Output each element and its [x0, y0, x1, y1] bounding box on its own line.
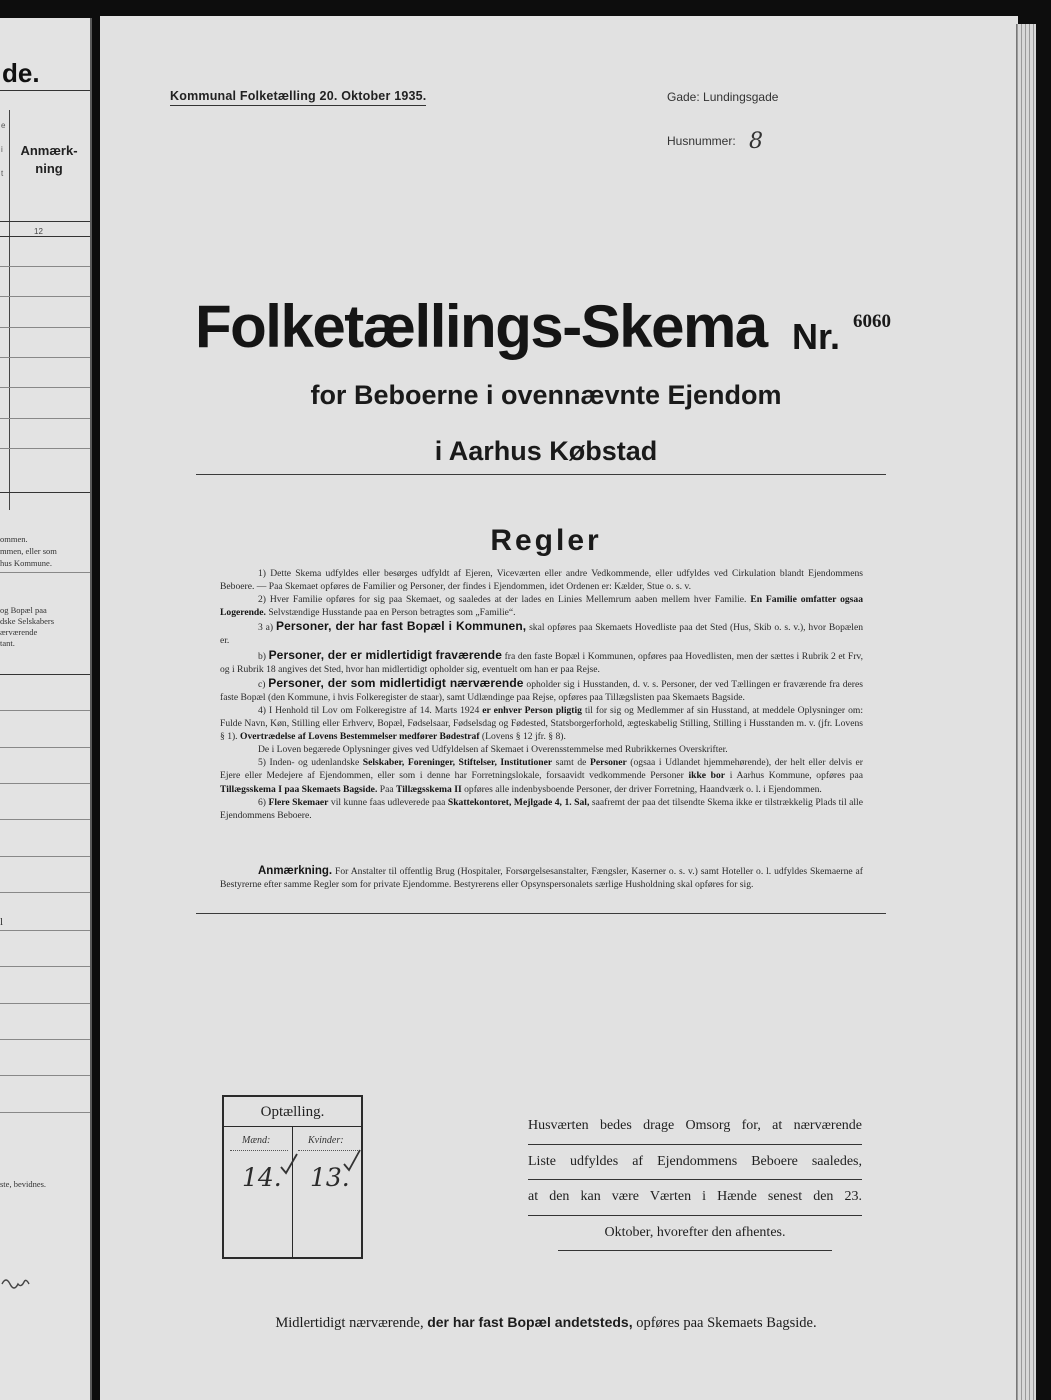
instruction-line: at den kan være Værten i Hænde senest den 23. [528, 1180, 862, 1216]
row-rule [0, 966, 92, 967]
rule-3a-text: skal opføres paa Skemaets Hovedliste paa det Sted (Hus, Skib o. s. v.), hvor Bopælen er. [220, 622, 863, 647]
street-row [667, 90, 778, 104]
street-value: Lundingsgade [703, 90, 779, 104]
footer-text: opføres paa Skemaets Bagside. [636, 1315, 817, 1331]
previous-page-note: ommen. [0, 534, 28, 544]
book-page-edges [1016, 24, 1036, 1400]
rules-heading: Regler [490, 524, 602, 557]
form-subtitle: for Beboerne i ovennævnte Ejendom [310, 380, 782, 410]
rule-5-text: (ogsaa i Udlandet hjemmehørende), der helt eller delvis er Ejere eller Medejere af Ejendommen, eller som i denne har Forretningslokale, forsaavidt vedkommende Personer [220, 757, 864, 782]
previous-page-note: dske Selskabers [0, 616, 55, 626]
rule-1-text: 1) Dette Skema udfyldes eller besørges udfyldt af Ejeren, Viceværten eller andre Vedkommende, eller udfyldes ved Cirkulation blandt Ejendommens Beboere. — Paa Skemaet opføres de Familier og Personer, der findes i Ejendommen, idet Ordenen er: Kælder, Stue o. s. v. [220, 568, 863, 593]
remark-heading: Anmærkning. [258, 865, 333, 877]
divider [0, 221, 92, 222]
rule-number: c) [258, 678, 266, 690]
census-header: Kommunal Folketælling 20. Oktober 1935. [170, 89, 426, 106]
column-header-anmaerkning: Anmærk- ning [20, 143, 78, 176]
rules-text [220, 567, 863, 822]
row-rule [0, 819, 92, 820]
row-rule [0, 1075, 92, 1076]
rule-6-text: vil kunne faas udleverede paa [330, 796, 446, 808]
checkmark-icon [341, 1147, 363, 1173]
rule-3b [220, 648, 863, 676]
previous-page-note: tant. [0, 638, 15, 648]
men-count: 14. [242, 1163, 282, 1192]
rule-5 [220, 756, 863, 795]
rule-4 [220, 704, 863, 743]
row-rule [0, 266, 92, 267]
rule-5-emphasis: ikke bor [688, 770, 726, 782]
row-rule [0, 327, 92, 328]
rule-3a [220, 619, 863, 647]
remark-paragraph [220, 865, 863, 891]
house-number-label: Husnummer: [667, 134, 736, 148]
rule-3c-heading: Personer, der som midlertidigt nærværende [268, 675, 524, 690]
divider [0, 674, 92, 675]
women-label: Kvinder: [308, 1135, 344, 1146]
rule-6-emphasis: Flere Skemaer [268, 796, 329, 808]
rule-5-text: Paa [379, 783, 394, 795]
previous-page-note: mmen, eller som [0, 546, 57, 556]
tally-column-divider [292, 1127, 293, 1257]
rule-4-continued [220, 743, 863, 756]
rule-4-text: til for sig og Medlemmer af sin Husstand, at meddele Oplysninger om: Fulde Navn, Køn, Stilling eller Erhverv, Bopæl, Fødselsaar, Fødselsdag og Fødested, Statsborgerforhold, ægteskabelig Stilling, Stilling i Husstanden m. v. (jfr. Lovens § 1). [220, 704, 863, 743]
footer-note [100, 1314, 992, 1332]
rule-number: b) [258, 650, 266, 662]
previous-page-note: ærværende [0, 627, 38, 637]
form-subtitle-location: i Aarhus Købstad [434, 436, 658, 466]
rule-1 [220, 567, 863, 593]
rule-number: 6) [258, 796, 266, 808]
divider [0, 492, 92, 493]
instruction-line: Liste udfyldes af Ejendommens Beboere saaledes, [528, 1145, 862, 1181]
previous-page-note: hus Kommune. [0, 558, 52, 568]
census-form-page [100, 16, 1018, 1400]
row-rule [0, 856, 92, 857]
previous-page-title-fragment: de. [2, 58, 40, 88]
house-number-row [667, 129, 763, 154]
divider [0, 90, 92, 91]
street-label: Gade: [667, 90, 700, 104]
rule-3c-text: opholder sig i Husstanden, d. v. s. Personer, der ved Tællingen er fraværende fra deres faste Bopæl (den Kommune, i hvis Folkeregister de staar), samt Udlændinge paa Rejse, opføres paa Tillægslisten paa Skemaets Bagside. [220, 678, 863, 703]
previous-page-note: ste, bevidnes. [0, 1179, 47, 1189]
row-rule [0, 357, 92, 358]
column-number: 12 [34, 227, 43, 236]
rule-6-emphasis: Skattekontoret, Mejlgade 4, 1. Sal, [447, 796, 590, 808]
row-rule [0, 783, 92, 784]
divider [196, 474, 886, 475]
previous-page [0, 18, 92, 1400]
landlord-instructions [528, 1109, 862, 1251]
tally-box [222, 1095, 363, 1259]
rule-5-text: 5) Inden- og udenlandske [258, 757, 360, 769]
rule-3b-text: fra den faste Bopæl i Kommunen, opføres paa Hovedlisten, men der sættes i Rubrik 2 et Frv, og i Rubrik 18 angives det Sted, hvor han midlertidigt opholder sig, eventuelt om han er paa Rejse. [220, 650, 863, 675]
rule-number: 3 a) [258, 622, 274, 634]
row-rule [0, 747, 92, 748]
rule-3b-heading: Personer, der er midlertidigt fraværende [268, 647, 503, 662]
rule-2-text: 2) Hver Familie opføres for sig paa Skemaet, og saaledes at der lades en Linies Mellemrum aaben mellem hver Familie. [258, 594, 747, 606]
rule-5-text: samt de [555, 757, 587, 769]
rule-5-emphasis: Tillægsskema I paa Skemaets Bagside. [220, 783, 378, 795]
rule-4-text: (Lovens § 12 jfr. § 8). [481, 731, 566, 743]
rule-2-emphasis: En Familie omfatter ogsaa Logerende. [220, 594, 863, 619]
house-number-value: 8 [749, 129, 764, 154]
row-rule [0, 387, 92, 388]
footer-text: Midlertidigt nærværende, [275, 1315, 424, 1331]
form-number-label: Nr. [792, 316, 841, 357]
rule-2-text: Selvstændige Husstande paa en Person betragtes som „Familie“. [268, 607, 516, 619]
instruction-line: Husværten bedes drage Omsorg for, at nærværende [528, 1109, 862, 1145]
row-rule [0, 296, 92, 297]
handwritten-signature-fragment [0, 1272, 40, 1292]
rule-4-emphasis: er enhver Person pligtig [482, 704, 582, 716]
row-rule [0, 930, 92, 931]
rule-5-emphasis: Selskaber, Foreninger, Stiftelser, Institutioner [362, 757, 553, 769]
rule-2 [220, 593, 863, 619]
remark-text: For Anstalter til offentlig Brug (Hospitaler, Forsørgelsesanstalter, Fængsler, Kaserner o. s. v.) samt Hoteller o. l. udfyldes Skemaerne af Bestyrerne efter samme Regler som for private Ejendomme. Bestyrerens eller Opsynspersonalets særlige Husholdning skal opføres for sig. [220, 866, 863, 891]
row-rule [0, 418, 92, 419]
instruction-line: Oktober, hvorefter den afhentes. [558, 1216, 832, 1252]
rule-4-text: De i Loven begærede Oplysninger gives ved Udfyldelsen af Skemaet i Overensstemmelse med Rubrikkernes Overskrifter. [258, 744, 728, 756]
row-rule [0, 1039, 92, 1040]
row-rule [0, 892, 92, 893]
rule-5-emphasis: Tillægsskema II [396, 783, 462, 795]
form-title: Folketællings-Skema [195, 293, 767, 360]
rule-6-text: saafremt der paa det tilsendte Skema ikke er tilstrækkelig Plads til alle Ejendommens Beboere. [220, 796, 863, 821]
previous-page-note: og Bopæl paa [0, 605, 47, 615]
rule-3c [220, 676, 863, 704]
rule-5-emphasis: Personer [589, 757, 627, 769]
row-rule [0, 710, 92, 711]
tally-title: Optælling. [224, 1097, 361, 1127]
row-rule [0, 1003, 92, 1004]
divider [0, 572, 92, 573]
women-count: 13. [310, 1163, 350, 1192]
rule-6 [220, 796, 863, 822]
men-label: Mænd: [242, 1135, 271, 1146]
previous-page-mark: l [0, 916, 4, 928]
divider [0, 236, 92, 237]
divider [196, 913, 886, 914]
row-rule [0, 448, 92, 449]
rule-4-emphasis: Overtrædelse af Lovens Bestemmelser medfører Bødestraf [240, 731, 480, 743]
rule-5-text: i Aarhus Kommune, opføres paa [729, 770, 863, 782]
checkmark-icon [278, 1151, 300, 1177]
rule-5-text: opføres alle indenbysboende Personer, der driver Forretning, Haandværk o. l. i Ejendommen. [464, 783, 822, 795]
rule-4-text: 4) I Henhold til Lov om Folkeregistre af 14. Marts 1924 [258, 704, 480, 716]
form-number-value: 6060 [853, 311, 891, 332]
rule-3a-heading: Personer, der har fast Bopæl i Kommunen, [276, 619, 527, 634]
column-letters: e i t [1, 121, 6, 178]
footer-emphasis: der har fast Bopæl andetsteds, [427, 1314, 633, 1330]
column-rule [9, 110, 10, 510]
row-rule [0, 1112, 92, 1113]
